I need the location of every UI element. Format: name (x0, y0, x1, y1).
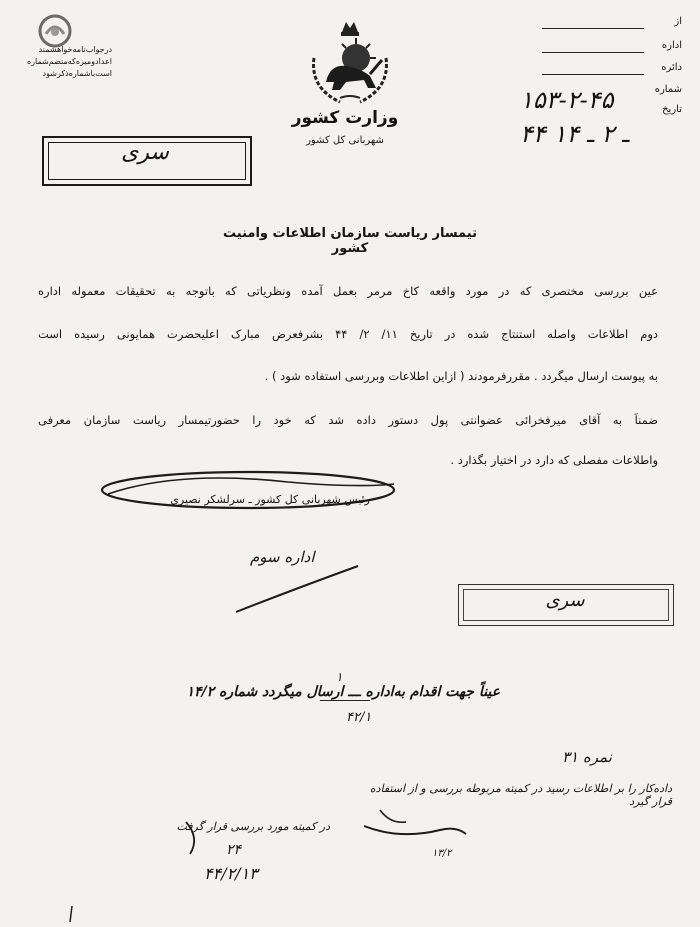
handwritten-note-committee-date: ۴۴/۲/۱۳ (204, 864, 258, 883)
archive-note-line: اعداد‌ومیز‌ه‌که‌منضم‌شماره (26, 57, 112, 66)
body-line: به پیوست ارسال میگردد . مقررفرمودند ( ازاین اطلاعات وبررسی استفاده شود ) . (264, 369, 658, 383)
classification-label: سری (121, 140, 169, 165)
handwritten-note-signature: ۲۴ (226, 842, 242, 858)
forwarding-text: عیناً جهت اقدام به‌اداره ـــ ارسال میگردد شماره (219, 684, 500, 700)
field-line (542, 74, 644, 75)
ministry-name: وزارت کشور (291, 108, 399, 128)
field-label: اداره (661, 40, 682, 51)
signature-line: رئیس شهربانی کل کشور ـ سرلشکر نصیری (170, 493, 370, 506)
field-label: شماره (654, 84, 682, 95)
lion-and-sun-emblem-icon (300, 18, 400, 108)
handwritten-note-date: ۱۳/۲ (432, 848, 452, 859)
forwarding-instruction (170, 684, 500, 700)
pen-stroke-icon (180, 818, 220, 858)
department-name: شهربانی کل کشور (306, 135, 384, 146)
handwritten-note-office: اداره سوم (250, 548, 315, 566)
forwarding-number: ۴۲/۱ (346, 710, 372, 725)
handwritten-letter-date: ۴۴ ـ ۲ ـ ۱۴ (520, 120, 630, 148)
body-line: واطلاعات مفصلی که دارد در اختیار بگذارد . (450, 453, 658, 467)
archive-note-line: است‌با‌شماره‌ذکر‌شود (42, 69, 112, 78)
body-line: دوم اطلاعات واصله استنتاج شده در تاریخ ۱۱/ ۲/ ۴۴ بشرفعرض مبارک اعلیحضرت همایونی رسیده است (38, 327, 658, 341)
forwarding-reference: ۱۴/۲ (186, 684, 215, 700)
field-from (542, 16, 682, 30)
underline-divider (320, 700, 370, 701)
field-label: از (674, 16, 682, 27)
pen-mark-icon (68, 906, 74, 922)
field-section (542, 62, 682, 76)
forwarding-office-number: ۱ (336, 670, 343, 684)
field-label: دائره (661, 62, 682, 73)
handwritten-note-number: نمره ۳۱ (562, 748, 612, 766)
field-label: تاریخ (662, 104, 682, 115)
archive-note (14, 44, 112, 80)
field-line (542, 52, 644, 53)
archive-note-line: درجواب‌نامه‌خواهشمند (38, 45, 112, 54)
handwritten-letter-number: ۱۵۳-۲-۴۵ (520, 86, 614, 114)
pen-stroke-icon (232, 560, 362, 616)
addressee: تیمسار ریاست سازمان اطلاعات وامنیت کشور (223, 226, 477, 256)
handwritten-note-action: داده‌کار را‌ بر اطلاعات رسید در کمیته مربوطه بررسی و از استفاده قرار گیرد (369, 782, 672, 808)
field-office (542, 40, 682, 54)
secondary-classification-label: سری (545, 590, 585, 611)
field-line (542, 28, 644, 29)
body-line: عین بررسی مختصری که در مورد واقعه کاخ مرمر بعمل آمده ونظریاتی که باتوجه به تحقیقات معموله اداره (38, 284, 658, 298)
archive-logo-icon (38, 14, 72, 48)
body-line: ضمناً به آقای میرفخرائی عضوانتی پول دستور داده شد که خود را حضورتیمسار ریاست سازمان معرفی (38, 413, 658, 427)
pen-stroke-icon (360, 800, 470, 850)
handwritten-note-committee: در کمیته مورد بررسی قرار گرفت (176, 820, 330, 833)
